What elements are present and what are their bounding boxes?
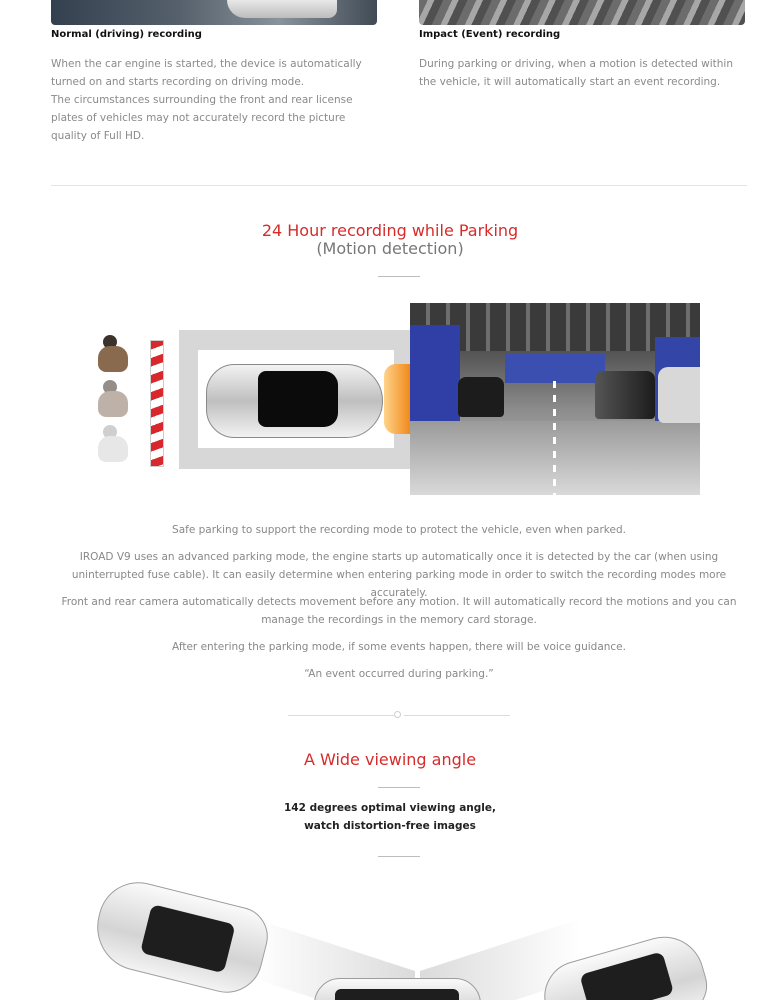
parking-description	[51, 593, 747, 629]
feature-title: Normal (driving) recording	[51, 29, 202, 40]
parking-section-subtitle: (Motion detection)	[316, 239, 464, 258]
title-underline	[378, 276, 420, 277]
center-car-illustration	[314, 978, 481, 1000]
feature-description: When the car engine is started, the device is automatically turned on and starts recording on driving mode. The circumstances surrounding the front and rear license plates of vehicles may not accurately record the picture quality of Full HD.	[51, 58, 362, 142]
wide-angle-caption: 142 degrees optimal viewing angle,	[284, 802, 496, 814]
person-figure	[96, 425, 130, 465]
voice-guidance-quote: “An event occurred during parking.”	[304, 668, 494, 680]
person-figure	[96, 380, 130, 420]
description-paragraph: Front and rear camera automatically detects movement before any motion. It will automatically record the motions and you can manage the recordings in the memory card storage.	[61, 596, 737, 626]
parking-description	[51, 521, 747, 539]
caption-underline	[378, 856, 420, 857]
divider-dot	[394, 711, 401, 718]
left-car-illustration	[88, 874, 274, 1000]
parking-description	[51, 665, 747, 683]
description-paragraph: IROAD V9 uses an advanced parking mode, the engine starts up automatically once it is detected by the car (when using uninterrupted fuse cable). It can easily determine when entering parking mode in order to switch the recording modes more accurately.	[71, 551, 727, 599]
feature-impact-recording	[419, 0, 745, 91]
person-figure	[96, 335, 130, 375]
normal-recording-image	[51, 0, 377, 25]
feature-title: Impact (Event) recording	[419, 29, 561, 40]
title-underline	[378, 787, 420, 788]
impact-recording-image	[419, 0, 745, 25]
description-paragraph: After entering the parking mode, if some events happen, there will be voice guidance.	[172, 641, 626, 653]
parking-description	[51, 638, 747, 656]
description-paragraph: Safe parking to support the recording mode to protect the vehicle, even when parked.	[172, 524, 626, 536]
ornamental-divider	[288, 715, 510, 717]
wide-angle-caption: watch distortion-free images	[304, 820, 476, 832]
motion-sensor-glow	[384, 364, 410, 434]
car-roof	[258, 371, 338, 427]
feature-normal-recording	[51, 0, 377, 145]
wide-angle-section-title: A Wide viewing angle	[303, 750, 477, 769]
approaching-person-illustration	[96, 335, 138, 470]
parking-garage-photo	[410, 303, 700, 495]
parking-barrier-illustration	[150, 340, 164, 467]
parking-section-title: 24 Hour recording while Parking	[261, 221, 519, 240]
feature-description: During parking or driving, when a motion is detected within the vehicle, it will automatically start an event recording.	[419, 58, 734, 88]
section-divider	[51, 185, 747, 186]
